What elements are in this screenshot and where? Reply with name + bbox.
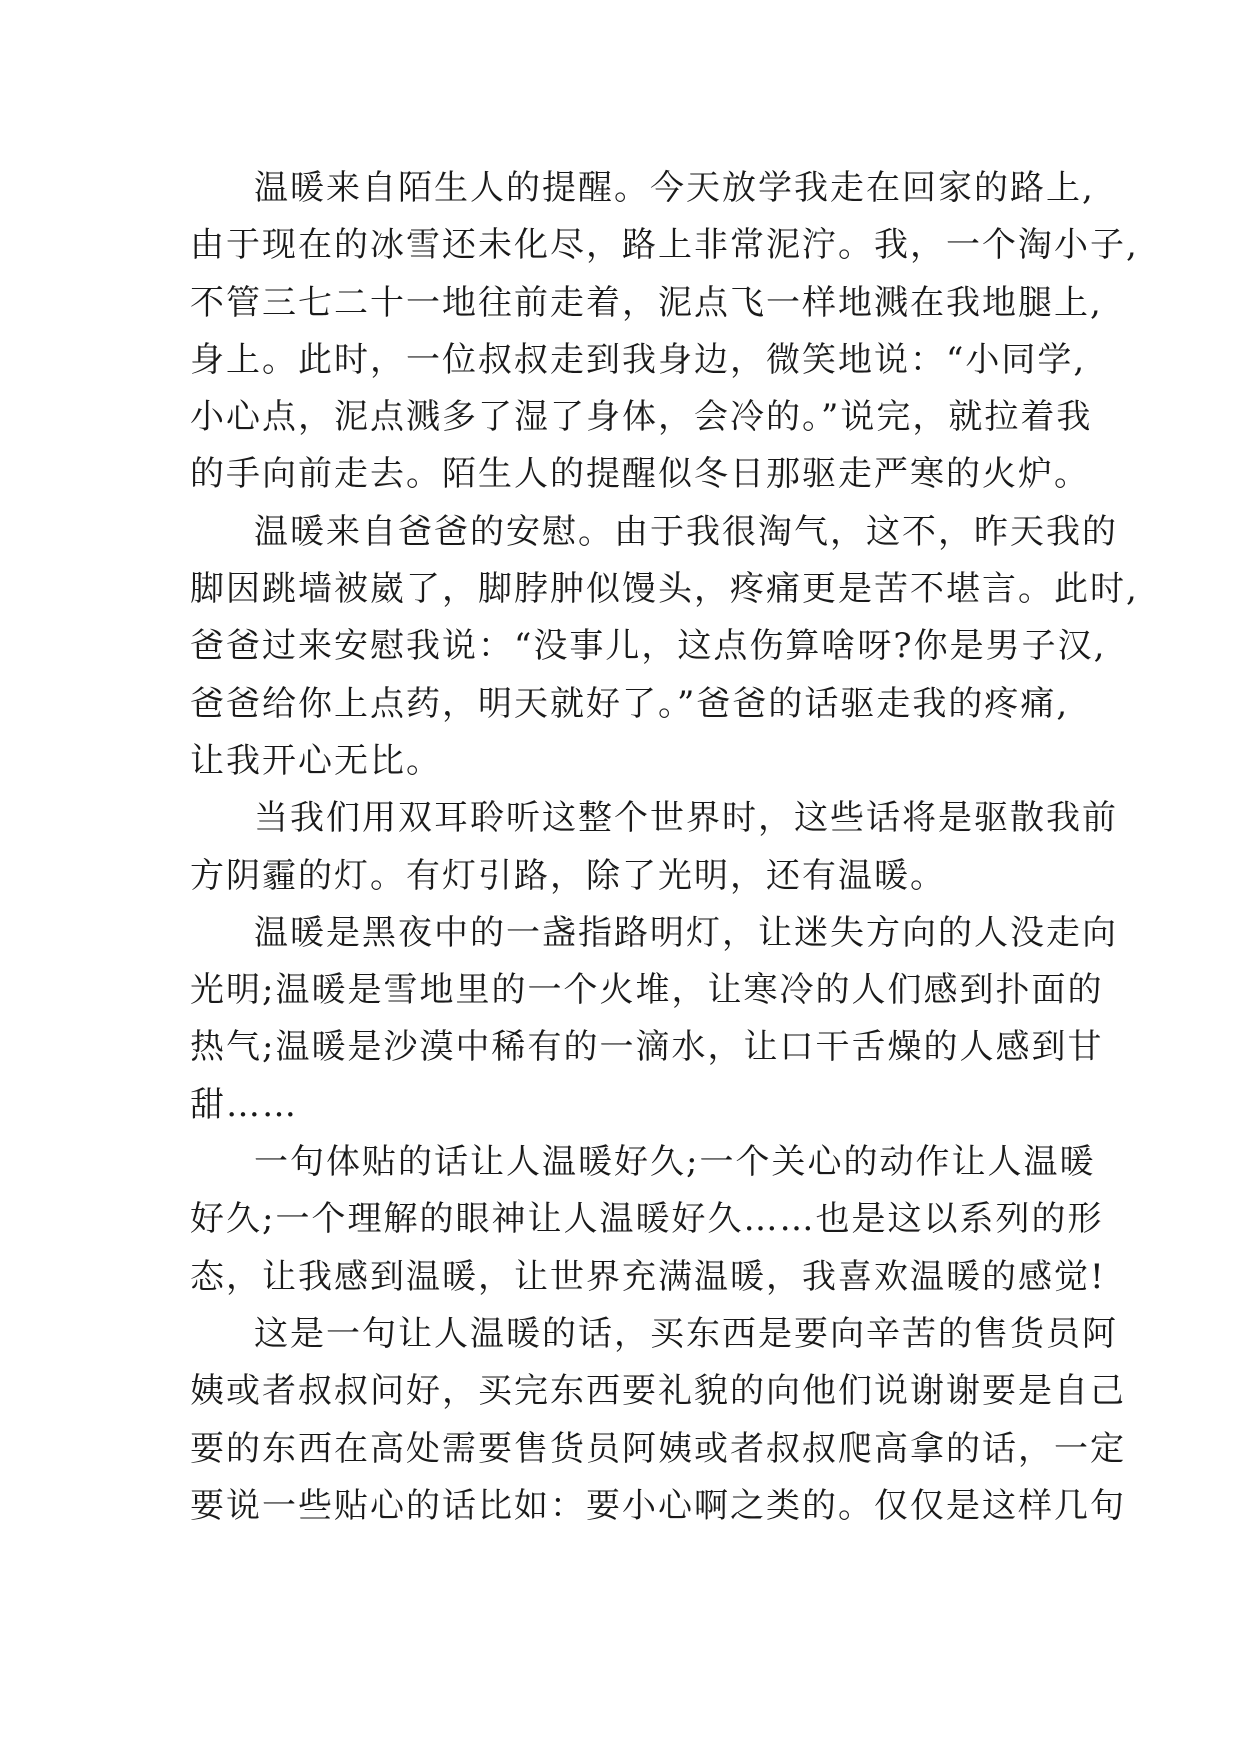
text-line: 光明;温暖是雪地里的一个火堆，让寒冷的人们感到扑面的 [190, 970, 1104, 1011]
text-line: 脚因跳墙被崴了，脚脖肿似馒头，疼痛更是苦不堪言。此时, [190, 569, 1139, 610]
paragraph-first-line: 当我们用双耳聆听这整个世界时，这些话将是驱散我前 [254, 798, 1118, 839]
text-line: 要的东西在高处需要售货员阿姨或者叔叔爬高拿的话，一定 [190, 1428, 1126, 1469]
essay-body [190, 160, 1139, 1535]
text-line: 不管三七二十一地往前走着，泥点飞一样地溅在我地腿上, [190, 282, 1103, 323]
text-line: 由于现在的冰雪还未化尽，路上非常泥泞。我，一个淘小子, [190, 225, 1139, 266]
text-line: 让我开心无比。 [190, 740, 442, 781]
text-line: 要说一些贴心的话比如：要小心啊之类的。仅仅是这样几句 [190, 1485, 1126, 1526]
text-line: 小心点，泥点溅多了湿了身体，会冷的。”说完，就拉着我 [190, 397, 1093, 438]
text-line: 方阴霾的灯。有灯引路，除了光明，还有温暖。 [190, 855, 946, 896]
paragraph-first-line: 温暖来自陌生人的提醒。今天放学我走在回家的路上, [254, 168, 1095, 208]
paragraph-first-line: 一句体贴的话让人温暖好久;一个关心的动作让人温暖 [254, 1142, 1096, 1183]
text-line: 的手向前走去。陌生人的提醒似冬日那驱走严寒的火炉。 [190, 454, 1090, 495]
paragraph-first-line: 温暖来自爸爸的安慰。由于我很淘气，这不，昨天我的 [254, 511, 1118, 552]
paragraph-first-line: 这是一句让人温暖的话，买东西是要向辛苦的售货员阿 [254, 1313, 1118, 1354]
text-line: 好久;一个理解的眼神让人温暖好久……也是这以系列的形 [190, 1199, 1104, 1240]
paragraph-first-line: 温暖是黑夜中的一盏指路明灯，让迷失方向的人没走向 [254, 912, 1118, 953]
text-line: 态，让我感到温暖，让世界充满温暖，我喜欢温暖的感觉! [190, 1256, 1106, 1297]
text-line: 爸爸给你上点药，明天就好了。”爸爸的话驱走我的疼痛, [190, 683, 1070, 724]
text-line: 身上。此时，一位叔叔走到我身边，微笑地说：“小同学, [190, 339, 1087, 380]
text-line: 爸爸过来安慰我说：“没事儿，这点伤算啥呀?你是男子汉, [190, 626, 1107, 667]
text-line: 热气;温暖是沙漠中稀有的一滴水，让口干舌燥的人感到甘 [190, 1027, 1104, 1068]
text-line: 甜…… [190, 1084, 298, 1125]
text-line: 姨或者叔叔问好，买完东西要礼貌的向他们说谢谢要是自己 [190, 1371, 1126, 1412]
